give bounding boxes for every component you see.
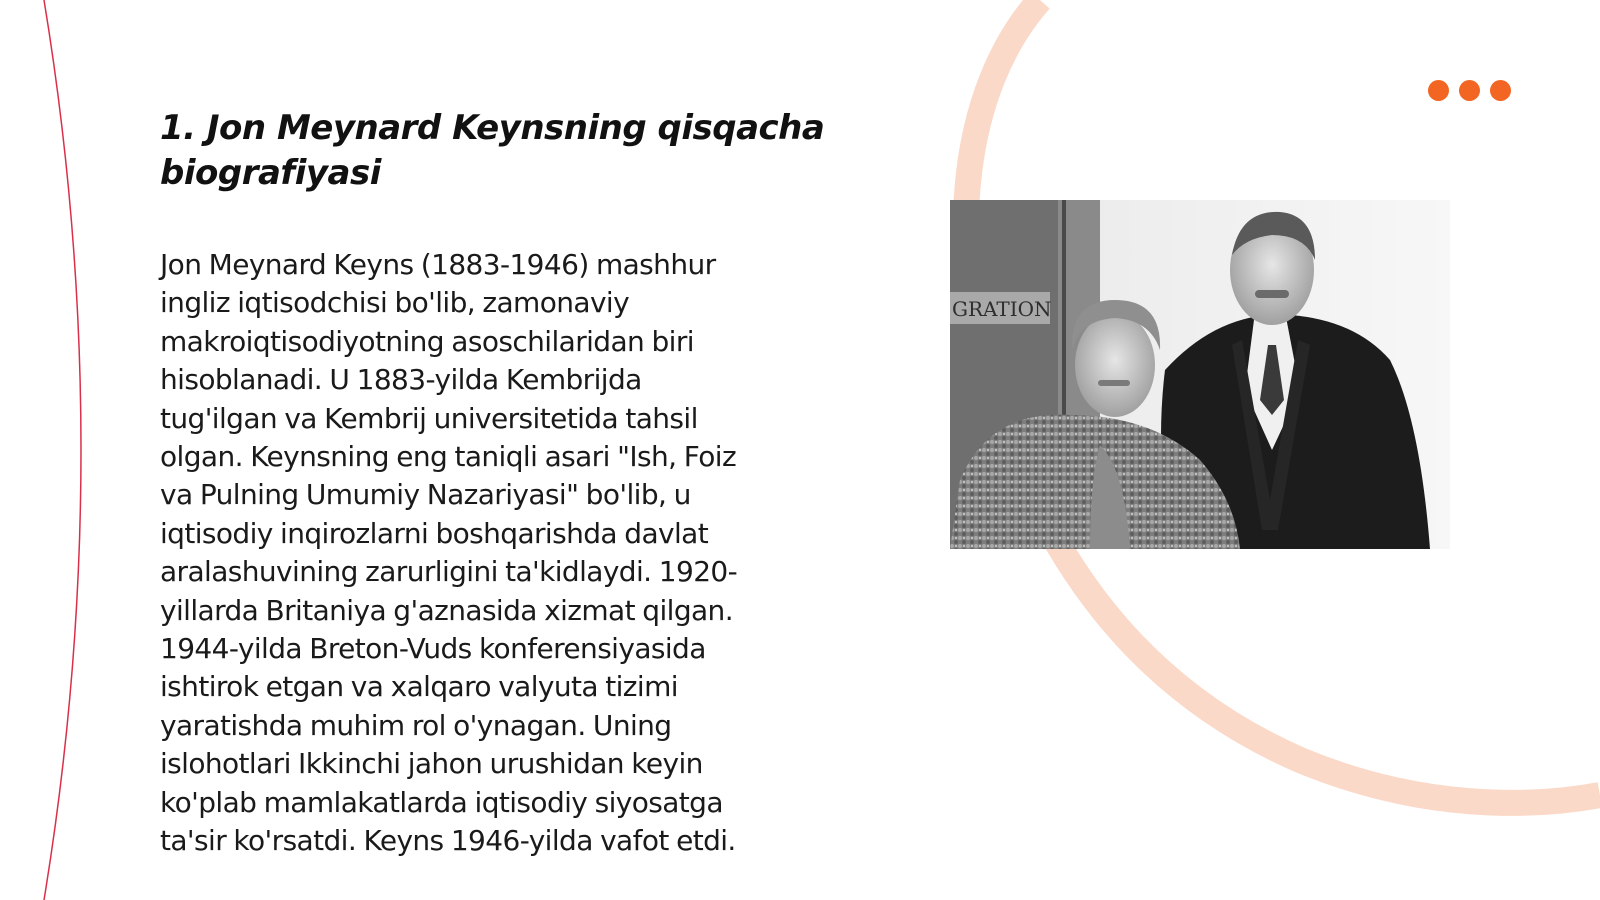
paragraph-line: iqtisodiy inqirozlarni boshqarishda davlat	[160, 516, 709, 550]
paragraph-line: va Pulning Umumiy Nazariyasi" bo'lib, u	[160, 478, 691, 512]
paragraph-line: Jon Meynard Keyns (1883-1946) mashhur	[160, 248, 716, 281]
paragraph-line: hisoblanadi. U 1883-yilda Kembrijda	[160, 363, 642, 397]
paragraph-line: tug'ilgan va Kembrij universitetida tahsil	[160, 401, 698, 435]
paragraph-line: yaratishda muhim rol o'ynagan. Uning	[160, 708, 672, 742]
slide-title-line: biografiyasi	[160, 153, 381, 193]
dot-icon	[1490, 80, 1511, 101]
slide-title	[160, 106, 860, 196]
paragraph-line: ko'plab mamlakatlarda iqtisodiy siyosatga	[160, 785, 723, 819]
slide-title-line: 1. Jon Meynard Keynsning qisqacha	[160, 108, 825, 148]
paragraph-line: 1944-yilda Breton-Vuds konferensiyasida	[160, 632, 706, 666]
paragraph-line: aralashuvining zarurligini ta'kidlaydi. 1920-	[160, 555, 738, 589]
paragraph-line: ishtirok etgan va xalqaro valyuta tizimi	[160, 670, 678, 704]
dot-icon	[1459, 80, 1480, 101]
biography-paragraph	[160, 246, 840, 861]
paragraph-line: olgan. Keynsning eng taniqli asari "Ish, Foiz	[160, 440, 737, 474]
sign-text: GRATION	[952, 297, 1052, 321]
photo-of-couple-black-and-white	[950, 200, 1450, 549]
paragraph-line: ta'sir ko'rsatdi. Keyns 1946-yilda vafot etdi.	[160, 824, 736, 858]
three-dots-icon	[1428, 80, 1511, 101]
paragraph-line: makroiqtisodiyotning asoschilaridan biri	[160, 324, 694, 358]
paragraph-line: ingliz iqtisodchisi bo'lib, zamonaviy	[160, 286, 630, 320]
keynes-photo	[950, 200, 1450, 549]
dot-icon	[1428, 80, 1449, 101]
paragraph-line: islohotlari Ikkinchi jahon urushidan keyin	[160, 747, 703, 781]
paragraph-line: yillarda Britaniya g'aznasida xizmat qilgan.	[160, 593, 734, 627]
